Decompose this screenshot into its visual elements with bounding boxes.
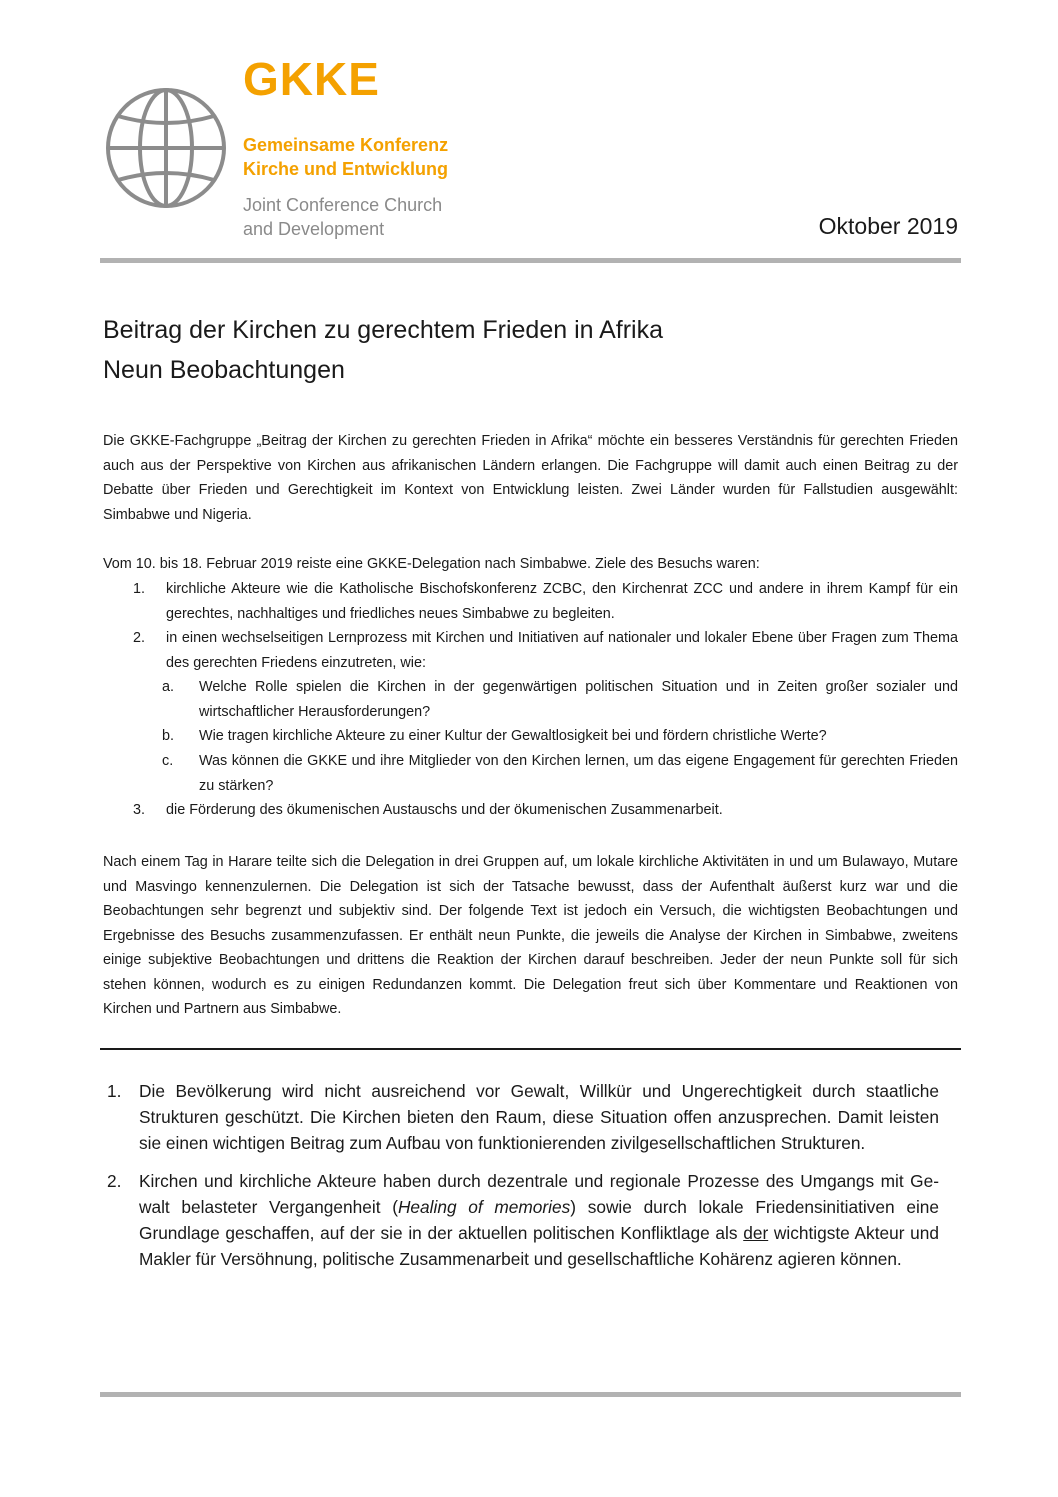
- document-title: [103, 310, 663, 390]
- title-line2: Neun Beobachtungen: [103, 356, 345, 384]
- observation-italic-term: Healing of memories: [397, 1197, 571, 1217]
- visit-intro: Vom 10. bis 18. Februar 2019 reiste eine GKKE-Delegation nach Simbabwe. Ziele des Besuchs waren:: [103, 556, 760, 572]
- title-line1: Beitrag der Kirchen zu gerechtem Frieden in Afrika: [103, 316, 663, 344]
- observation-number: 1.: [107, 1081, 122, 1101]
- observation-item: [139, 1168, 939, 1272]
- observation-text-part1: Kirchen und kirchliche Akteure haben durch dezentrale und regionale Prozesse des Umgangs mit Gewalt belasteter Vergangenheit (: [139, 1171, 939, 1217]
- observation-text-part2: ) sowie durch lokale Friedensinitiativen eine Grundlage geschaffen, auf der sie in der aktuellen politischen Konfliktlage als: [139, 1197, 940, 1243]
- org-en-line1: Joint Conference Church: [243, 195, 443, 215]
- observation-item: Die Bevölkerung wird nicht ausreichend vor Gewalt, Willkür und Ungerechtigkeit durch staatliche Strukturen geschützt. Die Kirchen bieten den Raum, diese Situation offen anzusprechen. Damit leisten sie einen wichtigen Beitrag zum Aufbau von funktionierenden zivilgesellschaftlichen Strukturen.: [139, 1081, 939, 1153]
- org-de-line1: Gemeinsame Konferenz: [243, 135, 449, 155]
- subgoal-item: Welche Rolle spielen die Kirchen in der gegenwärtigen politischen Situation und in Zeiten großer sozialer und wirtschaftlicher Herausforderungen?: [199, 679, 958, 720]
- goal-number: 2.: [133, 630, 146, 646]
- subgoal-letter: c.: [162, 753, 174, 769]
- goal-number: 3.: [133, 802, 146, 818]
- org-de-line2: Kirche und Entwicklung: [243, 159, 449, 179]
- subgoal-letter: b.: [162, 728, 175, 744]
- goal-item: die Förderung des ökumenischen Austauschs und der ökumenischen Zusammenarbeit.: [166, 802, 723, 818]
- organization-name-german: [243, 133, 448, 181]
- subgoal-item: Wie tragen kirchliche Akteure zu einer Kultur der Gewaltlosigkeit bei und fördern christliche Werte?: [199, 728, 827, 744]
- summary-paragraph: Nach einem Tag in Harare teilte sich die Delegation in drei Gruppen auf, um lokale kirchliche Aktivitäten in und um Bulawayo, Mutare und Masvingo kennenzulernen. Die Delegation ist sich der Tatsache bewusst, dass der Aufenthalt äußerst kurz war und die Beobachtungen sehr begrenzt und subjektiv sind. Der folgende Text ist jedoch ein Versuch, die wichtigsten Beobachtungen und Ergebnisse des Besuchs zusammenzufassen. Er enthält neun Punkte, die jeweils die Analyse der Kirchen in Simbabwe, zweitens einige subjektive Beobachtungen und drittens die Reaktion der Kirchen darauf beschreiben. Jeder der neun Punkte soll für sich stehen können, wodurch es zu einigen Redundanzen kommt. Die Delegation freut sich über Kommentare und Reaktionen von Kirchen und Partnern aus Simbabwe.: [103, 854, 958, 1017]
- subgoal-letter: a.: [162, 679, 175, 695]
- header-divider: [100, 258, 961, 263]
- subgoal-item: Was können die GKKE und ihre Mitglieder von den Kirchen lernen, um das eigene Engagement für gerechten Frieden zu stärken?: [199, 753, 958, 794]
- observation-underlined-word: der: [743, 1223, 769, 1243]
- goal-number: 1.: [133, 581, 146, 597]
- observation-text-part3: wichtigste Akteur und Makler für Versöhnung, politische Zusammenarbeit und gesellschaftliche Kohärenz agieren können.: [139, 1223, 939, 1269]
- intro-paragraph: Die GKKE-Fachgruppe „Beitrag der Kirchen zu gerechten Frieden in Afrika“ möchte ein besseres Verständnis für gerechten Frieden auch aus der Perspektive von Kirchen aus afrikanischen Ländern erlangen. Die Fachgruppe will damit auch einen Beitrag zu der Debatte über Frieden und Gerechtigkeit im Kontext von Entwicklung leisten. Zwei Länder wurden für Fallstudien ausgewählt: Simbabwe und Nigeria.: [103, 433, 958, 523]
- observation-number: 2.: [107, 1171, 122, 1191]
- org-en-line2: and Development: [243, 219, 385, 239]
- footer-divider: [100, 1392, 961, 1397]
- section-divider: [100, 1048, 961, 1050]
- brand-logo-text: GKKE: [243, 53, 380, 105]
- goal-item: in einen wechselseitigen Lernprozess mit Kirchen und Initiativen auf nationaler und lokaler Ebene über Fragen zum Thema des gerechten Friedens einzutreten, wie:: [166, 630, 958, 671]
- document-date: Oktober 2019: [818, 213, 958, 239]
- globe-icon: [104, 86, 228, 210]
- organization-name-english: [243, 193, 442, 241]
- goal-item: kirchliche Akteure wie die Katholische Bischofskonferenz ZCBC, den Kirchenrat ZCC und andere in ihrem Kampf für ein gerechtes, nachhaltiges und friedliches neues Simbabwe zu begleiten.: [166, 581, 958, 622]
